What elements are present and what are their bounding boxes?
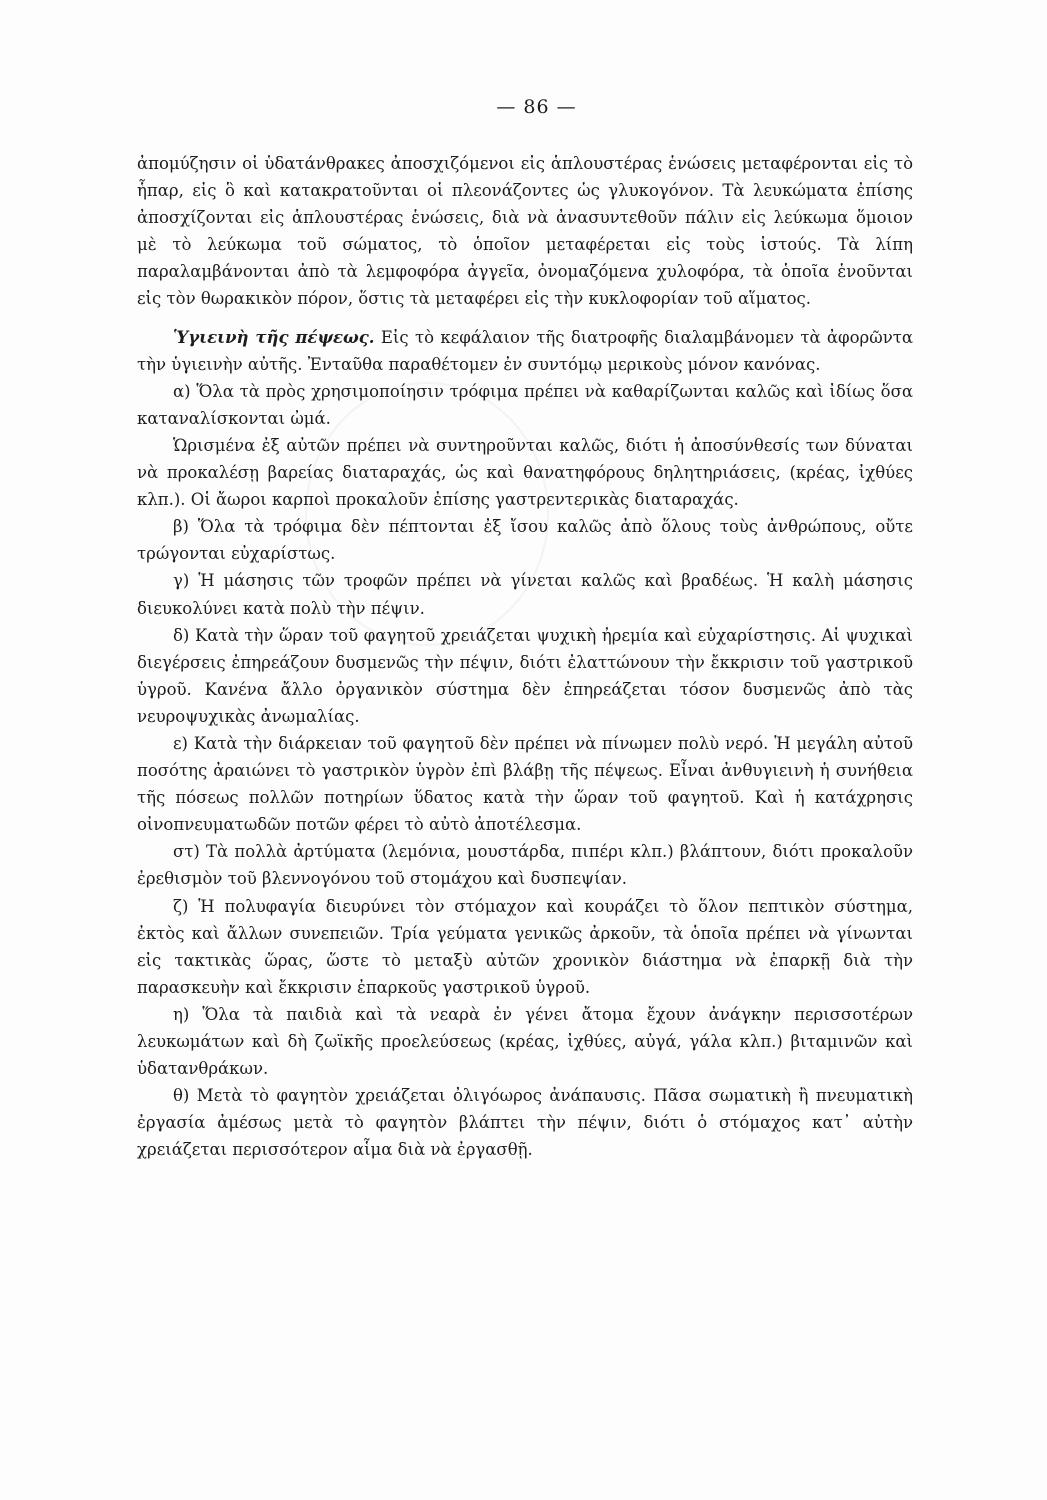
section-heading-hygiene: Ὑγιεινὴ τῆς πέψεως. <box>173 327 375 347</box>
rule-a-continuation: Ὡρισμένα ἐξ αὐτῶν πρέπει νὰ συντηροῦνται καλῶς, διότι ἡ ἀποσύνθεσίς των δύναται νὰ προκαλέσῃ βαρείας διαταραχάς, ὡς καὶ θανατηφόρους δηλητηριάσεις, (κρέας, ἰχθύες κλπ.). Οἱ ἄωροι καρποὶ προκαλοῦν ἐπίσης γαστρεντερικὰς διαταραχάς. <box>137 435 913 510</box>
hygiene-intro-text: Εἰς τὸ κεφάλαιον τῆς διατροφῆς διαλαμβάνομεν τὰ ἀφορῶντα τὴν ὑγιεινὴν αὐτῆς. Ἐνταῦθα παραθέτομεν ἐν συντόμῳ μερικοὺς μόνον κανόνας. <box>137 327 913 374</box>
paragraph-digestion-continuation: ἀπομύζησιν οἱ ὑδατάνθρακες ἀποσχιζόμενοι εἰς ἁπλουστέρας ἑνώσεις μεταφέρονται εἰς τὸ ἧπαρ, εἰς ὃ καὶ κατακρατοῦνται οἱ πλεονάζοντες ὡς γλυκογόνον. Τὰ λευκώματα ἐπίσης ἀποσχίζονται εἰς ἁπλουστέρας ἑνώσεις, διὰ νὰ ἀνασυντεθοῦν πάλιν εἰς λεύκωμα ὅμοιον μὲ τὸ λεύκωμα τοῦ σώματος, τὸ ὁποῖον μεταφέρεται εἰς τοὺς ἱστούς. Τὰ λίπη παραλαμβάνονται ἀπὸ τὰ λεμφοφόρα ἀγγεῖα, ὀνομαζόμενα χυλοφόρα, τὰ ὁποῖα ἑνοῦνται εἰς τὸν θωρακικὸν πόρον, ὅστις τὰ μεταφέρει εἰς τὴν κυκλοφορίαν τοῦ αἵματος. <box>137 154 913 309</box>
rule-th: θ) Μετὰ τὸ φαγητὸν χρειάζεται ὀλιγόωρος ἀνάπαυσις. Πᾶσα σωματικὴ ἢ πνευματικὴ ἐργασία ἀμέσως μετὰ τὸ φαγητὸν βλάπτει τὴν πέψιν, διότι ὁ στόμαχος κατ᾿ αὐτὴν χρειάζεται περισσότερον αἷμα διὰ νὰ ἐργασθῇ. <box>137 1086 913 1160</box>
rule-d: δ) Κατὰ τὴν ὥραν τοῦ φαγητοῦ χρειάζεται ψυχικὴ ἠρεμία καὶ εὐχαρίστησις. Αἱ ψυχικαὶ διεγέρσεις ἐπηρεάζουν δυσμενῶς τὴν πέψιν, διότι ἐλαττώνουν τὴν ἔκκρισιν τοῦ γαστρικοῦ ὑγροῦ. Κανένα ἄλλο ὀργανικὸν σύστημα δὲν ἐπηρεάζεται τόσον δυσμενῶς ἀπὸ τὰς νευροψυχικὰς ἀνωμαλίας. <box>137 625 913 726</box>
page-number: — 86 — <box>496 96 577 118</box>
rule-b: β) Ὅλα τὰ τρόφιμα δὲν πέπτονται ἐξ ἴσου καλῶς ἀπὸ ὅλους τοὺς ἀνθρώπους, οὔτε τρώγονται εὐχαρίστως. <box>137 517 913 564</box>
rule-st: στ) Τὰ πολλὰ ἀρτύματα (λεμόνια, μουστάρδα, πιπέρι κλπ.) βλάπτουν, διότι προκαλοῦν ἐρεθισμὸν τοῦ βλεννογόνου τοῦ στομάχου καὶ δυσπεψίαν. <box>137 842 913 889</box>
rule-z: ζ) Ἡ πολυφαγία διευρύνει τὸν στόμαχον καὶ κουράζει τὸ ὅλον πεπτικὸν σύστημα, ἐκτὸς καὶ ἄλλων συνεπειῶν. Τρία γεύματα γενικῶς ἀρκοῦν, τὰ ὁποῖα πρέπει νὰ γίνωνται εἰς τακτικὰς ὥρας, ὥστε τὸ μεταξὺ αὐτῶν χρονικὸν διάστημα νὰ ἐπαρκῇ διὰ τὴν παρασκευὴν καὶ ἔκκρισιν ἐπαρκοῦς γαστρικοῦ ὑγροῦ. <box>137 896 913 997</box>
body-text <box>137 150 913 1163</box>
rule-e: ε) Κατὰ τὴν διάρκειαν τοῦ φαγητοῦ δὲν πρέπει νὰ πίνωμεν πολὺ νερό. Ἡ μεγάλη αὐτοῦ ποσότης ἀραιώνει τὸ γαστρικὸν ὑγρὸν ἐπὶ βλάβῃ τῆς πέψεως. Εἶναι ἀνθυγιεινὴ ἡ συνήθεια τῆς πόσεως πολλῶν ποτηρίων ὕδατος κατὰ τὴν ὥραν τοῦ φαγητοῦ. Καὶ ἡ κατάχρησις οἰνοπνευματωδῶν ποτῶν φέρει τὸ αὐτὸ ἀποτέλεσμα. <box>137 733 913 835</box>
paragraph-hygiene-intro <box>137 324 913 378</box>
rule-c: γ) Ἡ μάσησις τῶν τροφῶν πρέπει νὰ γίνεται καλῶς καὶ βραδέως. Ἡ καλὴ μάσησις διευκολύνει κατὰ πολὺ τὴν πέψιν. <box>137 571 913 618</box>
rule-h: η) Ὅλα τὰ παιδιὰ καὶ τὰ νεαρὰ ἐν γένει ἄτομα ἔχουν ἀνάγκην περισσοτέρων λευκωμάτων καὶ δὴ ζωϊκῆς προελεύσεως (κρέας, ἰχθύες, αὐγά, γάλα κλπ.) βιταμινῶν καὶ ὑδατανθράκων. <box>137 1004 913 1079</box>
rule-a: α) Ὅλα τὰ πρὸς χρησιμοποίησιν τρόφιμα πρέπει νὰ καθαρίζωνται καλῶς καὶ ἰδίως ὅσα καταναλίσκονται ὠμά. <box>137 381 913 428</box>
